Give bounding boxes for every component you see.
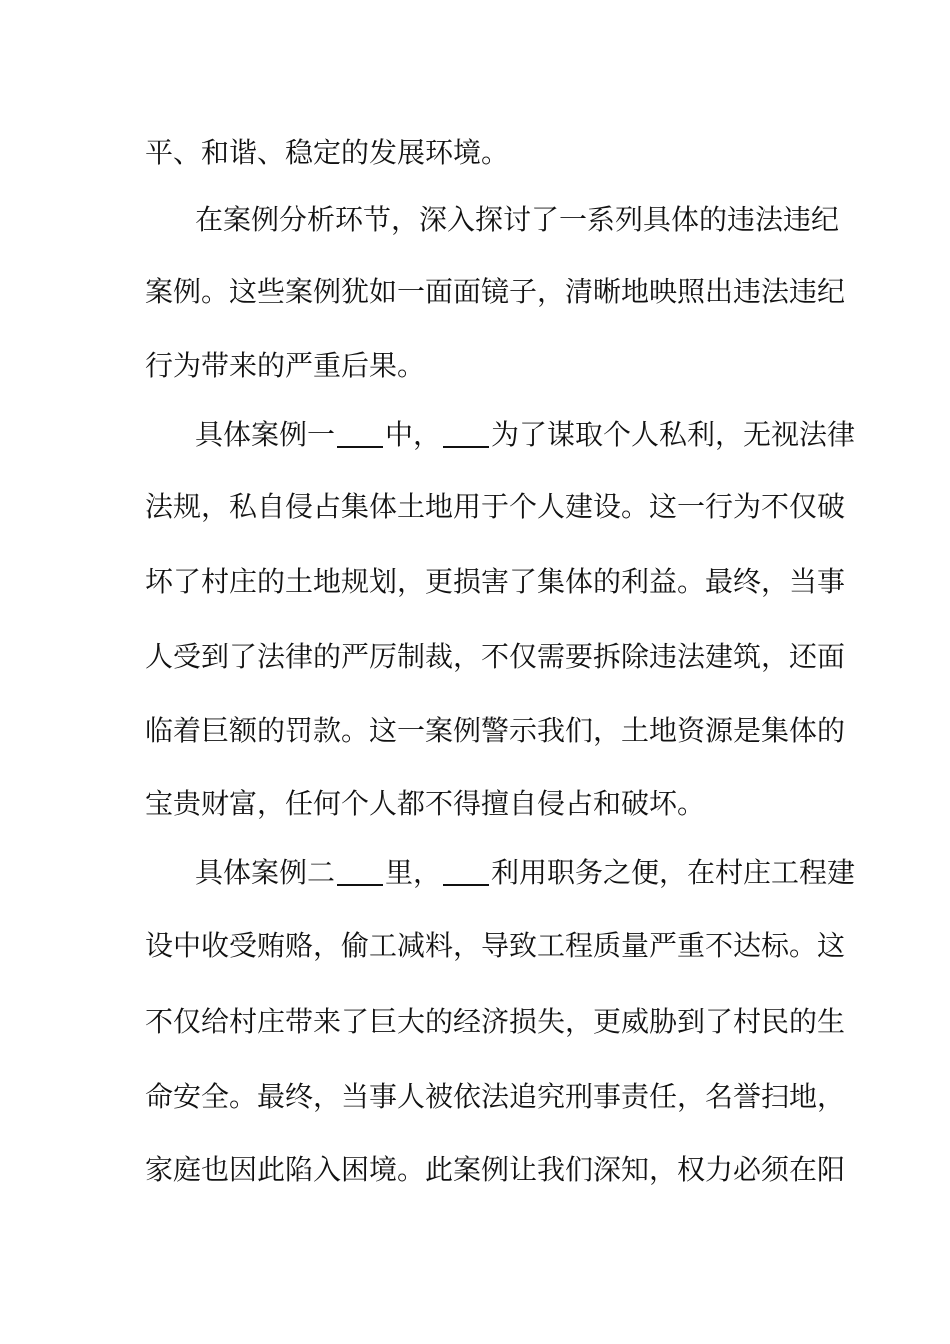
text-line: 设中收受贿赂，偷工减料，导致工程质量严重不达标。这 bbox=[145, 929, 846, 962]
text-line: 临着巨额的罚款。这一案例警示我们，土地资源是集体的 bbox=[145, 714, 846, 747]
case-two-location-suffix: 里， bbox=[385, 856, 442, 889]
text-line: 坏了村庄的土地规划，更损害了集体的利益。最终，当事 bbox=[145, 565, 846, 598]
text-line: 命安全。最终，当事人被依法追究刑事责任，名誉扫地， bbox=[145, 1080, 846, 1113]
text-line: 平、和谐、稳定的发展环境。 bbox=[145, 136, 510, 169]
text-line: 案例。这些案例犹如一面面镜子，清晰地映照出违法违纪 bbox=[145, 275, 846, 308]
case-two-text: 利用职务之便，在村庄工程建 bbox=[491, 856, 856, 889]
case-one-heading-line bbox=[195, 415, 856, 455]
case-two-heading-line bbox=[195, 853, 856, 893]
case-one-label: 具体案例一 bbox=[195, 418, 336, 451]
fill-in-blank bbox=[337, 416, 383, 448]
text-line: 行为带来的严重后果。 bbox=[145, 349, 426, 382]
text-line: 人受到了法律的严厉制裁，不仅需要拆除违法建筑，还面 bbox=[145, 640, 846, 673]
case-one-text: 为了谋取个人私利，无视法律 bbox=[491, 418, 856, 451]
text-line: 法规，私自侵占集体土地用于个人建设。这一行为不仅破 bbox=[145, 490, 846, 523]
fill-in-blank bbox=[443, 416, 489, 448]
fill-in-blank bbox=[337, 854, 383, 886]
text-line: 宝贵财富，任何个人都不得擅自侵占和破坏。 bbox=[145, 787, 706, 820]
text-line: 家庭也因此陷入困境。此案例让我们深知，权力必须在阳 bbox=[145, 1153, 846, 1186]
case-two-label: 具体案例二 bbox=[195, 856, 336, 889]
case-one-location-suffix: 中， bbox=[385, 418, 442, 451]
fill-in-blank bbox=[443, 854, 489, 886]
paragraph-start-line: 在案例分析环节，深入探讨了一系列具体的违法违纪 bbox=[195, 203, 840, 236]
text-line: 不仅给村庄带来了巨大的经济损失，更威胁到了村民的生 bbox=[145, 1005, 846, 1038]
